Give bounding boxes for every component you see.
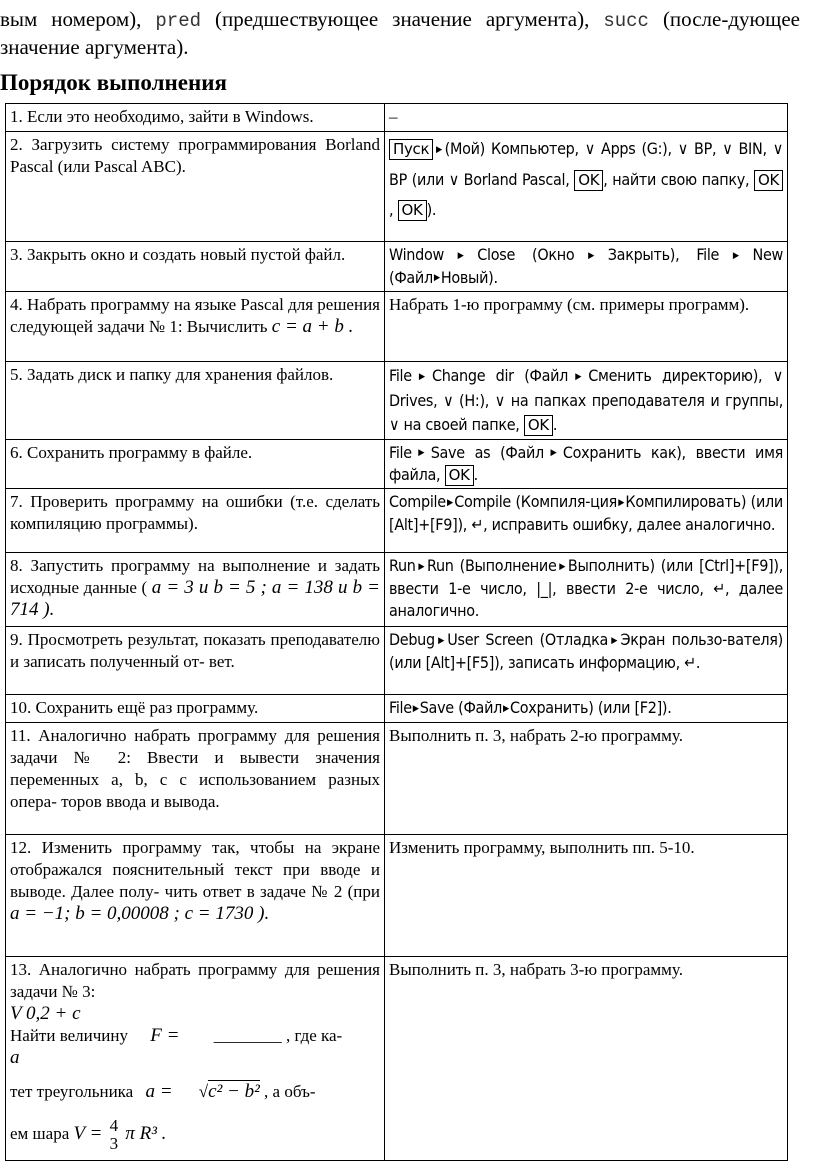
step-text: ем шара (10, 1123, 70, 1143)
menu-text: Сохранить как), (562, 442, 686, 462)
step-text: 8. Запустить программу на выполнение и задать исходные данные ( (10, 556, 380, 597)
menu-text: Close (477, 245, 516, 264)
menu-text: Компилировать) (625, 492, 747, 511)
menu-text: ∨ на папках преподавателя и группы, (494, 390, 783, 410)
table-row (6, 695, 788, 723)
formula: V = (73, 1122, 103, 1144)
menu-text: File (389, 442, 412, 462)
step-cell: 10. Сохранить ещё раз программу. (6, 695, 385, 723)
menu-text: ∨ BIN, (722, 139, 767, 158)
succ-keyword: succ (603, 10, 649, 32)
table-row (6, 104, 788, 132)
formula: c = a + b . (271, 316, 354, 337)
menu-text: Новый). (440, 267, 498, 287)
step-text: тет треугольника (10, 1081, 134, 1101)
menu-text: Сохранить) (509, 698, 594, 717)
formula: a = (145, 1080, 173, 1102)
menu-text: Run (427, 556, 454, 575)
menu-text: File (389, 698, 412, 717)
menu-text: (Выполнение (459, 556, 557, 575)
menu-text: записать информацию, ↵. (507, 652, 701, 672)
hotkey-text: [F2]). (634, 698, 672, 717)
hotkey-text: [Ctrl]+[F9]), (699, 556, 783, 575)
formula: π R³ . (125, 1122, 167, 1144)
intro-text-2: (предшествующее значение аргумента), (201, 7, 604, 31)
menu-text: (Окно (532, 245, 575, 264)
step-text: , а объ- (264, 1081, 316, 1101)
task-3-formula-block: V 0,2 + c Найти величину F = ________ , где ка- a тет треугольника a = √c² − b² , а объ- ем шара V = 4 3 π R³ . (10, 1002, 343, 1153)
menu-text: ввести 2-е число, ↵, далее аналогично. (389, 578, 783, 620)
pred-keyword: pred (155, 10, 201, 32)
menu-text: (Мой) Компьютер, (444, 139, 579, 158)
menu-text: User Screen (447, 630, 534, 649)
ok-button[interactable]: OK (445, 465, 474, 486)
intro-text-1: вым номером), (0, 7, 156, 31)
step-cell: 9. Просмотреть результат, показать преподавателю и записать полученный от- вет. (6, 627, 385, 695)
menu-text: ввести имя файла, (389, 442, 783, 484)
table-row (6, 489, 788, 553)
procedure-table (5, 103, 788, 1161)
step-cell: 11. Аналогично набрать программу для решения задачи № 2: Ввести и вывести значения переменных a, b, c с использованием разных опера- торов ввода и вывода. (6, 722, 385, 834)
formula: a (10, 1046, 20, 1068)
menu-text: (или (411, 169, 445, 189)
table-row (6, 627, 788, 695)
ok-button[interactable]: OK (754, 170, 783, 191)
space-key-icon: |_|, (536, 578, 557, 598)
table-row (6, 439, 788, 489)
menu-text: , найти свою папку, (603, 169, 750, 189)
menu-text: Compile (389, 492, 446, 511)
action-cell: Выполнить п. 3, набрать 2-ю программу. (385, 722, 788, 834)
fraction-denominator: 3 (109, 1133, 119, 1153)
intro-paragraph (0, 6, 800, 60)
menu-text: ∨ (H:), (443, 390, 490, 410)
menu-text: (Файл (524, 366, 569, 385)
menu-text: BP (389, 169, 407, 189)
step-text: 13. Аналогично набрать программу для решения задачи № 3: (10, 959, 380, 1001)
menu-text: (Файл (500, 442, 544, 462)
section-heading: Порядок выполнения (0, 70, 227, 95)
table-row (6, 722, 788, 834)
action-cell: Compile▶Compile (Компиля-ция▶Компилировать) (или [Alt]+[F9]), ↵, исправить ошибку, далее аналогично. (385, 489, 788, 553)
menu-text: (Файл (458, 698, 503, 717)
step-cell: 3. Закрыть окно и создать новый пустой файл. (6, 242, 385, 292)
step-text: , где ка- (285, 1025, 343, 1045)
menu-text: (или (389, 652, 422, 672)
menu-text: ∨ на своей папке, (389, 414, 520, 434)
menu-text: ∨ Apps (G:), (584, 139, 672, 158)
menu-text: Save as (430, 442, 491, 462)
step-text: Найти величину (10, 1025, 128, 1045)
formula: V 0,2 + c (10, 1002, 81, 1024)
menu-text: Change dir (431, 366, 514, 385)
menu-text: ↵, исправить ошибку, далее аналогично. (471, 514, 776, 534)
menu-text: File (389, 366, 412, 385)
step-cell: 1. Если это необходимо, зайти в Windows. (6, 104, 385, 132)
action-cell: Набрать 1-ю программу (см. примеры программ). (385, 292, 788, 362)
step-cell (6, 834, 385, 956)
action-cell: Debug▶User Screen (Отладка▶Экран пользо-вателя) (или [Alt]+[F5]), записать информацию, ↵. (385, 627, 788, 695)
hotkey-text: [Alt]+[F5]), (425, 652, 504, 672)
formula: F = (150, 1024, 180, 1046)
fraction-numerator: 4 (109, 1115, 119, 1135)
menu-text: Debug (389, 630, 435, 649)
menu-text: ∨ Borland Pascal, (448, 169, 570, 189)
table-row (6, 956, 788, 1160)
action-cell: File▶Save (Файл▶Сохранить) (или [F2]). (385, 695, 788, 723)
menu-text: Сменить директорию), (588, 366, 763, 385)
action-cell: Выполнить п. 3, набрать 3-ю программу. (385, 956, 788, 1160)
action-cell: File▶Save as (Файл▶Сохранить как), ввести имя файла, OK . (385, 439, 788, 489)
menu-text: ∨ (772, 139, 783, 158)
menu-text: Закрыть), (607, 245, 680, 264)
hotkey-text: [Alt]+[F9]), (389, 514, 468, 534)
menu-text: ввести 1-е число, (389, 578, 527, 598)
action-cell: Пуск ▶(Мой) Компьютер, ∨ Apps (G:), ∨ BP, ∨ BIN, ∨ BP (или ∨ Borland Pascal, OK , найти свою папку, OK, OK ). (385, 132, 788, 242)
formula: a = −1; b = 0,00008 ; c = 1730 ). (10, 902, 270, 924)
menu-text: . (473, 465, 478, 484)
menu-text: Save (419, 698, 454, 717)
table-row (6, 362, 788, 440)
fraction-bar: ________ (213, 1025, 282, 1045)
menu-text: ∨ BP, (677, 139, 717, 158)
step-text: 12. Изменить программу так, чтобы на экране отображался пояснительный текст при вводе и выводе. Далее полу- чить ответ в задаче № 2 (при (10, 837, 380, 901)
menu-text: (Отладка (539, 630, 609, 649)
action-cell: File▶Change dir (Файл▶Сменить директорию), ∨ Drives, ∨ (H:), ∨ на папках преподавателя и группы, ∨ на своей папке, OK . (385, 362, 788, 440)
menu-text: (Файл (389, 267, 433, 287)
menu-text: Выполнить) (567, 556, 655, 575)
menu-text: (Компиля-ция (515, 492, 618, 511)
action-cell: Window▶Close (Окно▶Закрыть), File▶New (Файл▶Новый). (385, 242, 788, 292)
step-cell: 7. Проверить программу на ошибки (т.е. сделать компиляцию программы). (6, 489, 385, 553)
ok-button[interactable]: OK (574, 170, 603, 191)
formula: a = 3 и b = 5 ; a = 138 и b = 714 ). (10, 577, 380, 620)
menu-text: File (696, 245, 720, 264)
menu-text: ). (426, 199, 437, 219)
action-cell: Run▶Run (Выполнение▶Выполнить) (или [Ctrl]+[F9]), ввести 1-е число, |_|, ввести 2-е число, ↵, далее аналогично. (385, 553, 788, 627)
menu-text: Compile (454, 492, 511, 511)
step-cell: 6. Сохранить программу в файле. (6, 439, 385, 489)
table-row (6, 834, 788, 956)
table-row (6, 553, 788, 627)
menu-text: Экран пользо-вателя) (620, 630, 783, 649)
ok-button[interactable]: OK (524, 415, 553, 436)
step-cell: 2. Загрузить систему программирования Borland Pascal (или Pascal ABC). (6, 132, 385, 242)
menu-text: (или (597, 698, 631, 717)
menu-text: (или (660, 556, 694, 575)
table-row (6, 132, 788, 242)
menu-text: . (552, 414, 558, 434)
menu-text: ∨ Drives, (389, 366, 783, 410)
action-cell: – (385, 104, 788, 132)
table-row (6, 242, 788, 292)
intro-text-3: (после-дующее значение аргумента). (0, 7, 800, 59)
step-cell (6, 956, 385, 1160)
table-row (6, 292, 788, 362)
menu-text: Window (389, 245, 444, 264)
step-cell (6, 292, 385, 362)
step-cell: 5. Задать диск и папку для хранения файлов. (6, 362, 385, 440)
menu-text: New (752, 245, 783, 264)
ok-button[interactable]: OK (398, 200, 427, 221)
sqrt-formula: c² − b² (208, 1080, 260, 1102)
action-cell: Изменить программу, выполнить пп. 5-10. (385, 834, 788, 956)
start-button[interactable]: Пуск (389, 139, 433, 160)
menu-text: (или (750, 492, 783, 511)
step-text: 4. Набрать программу на языке Pascal для решения следующей задачи № 1: Вычислить (10, 295, 380, 336)
step-cell (6, 553, 385, 627)
menu-text: Run (389, 556, 416, 575)
